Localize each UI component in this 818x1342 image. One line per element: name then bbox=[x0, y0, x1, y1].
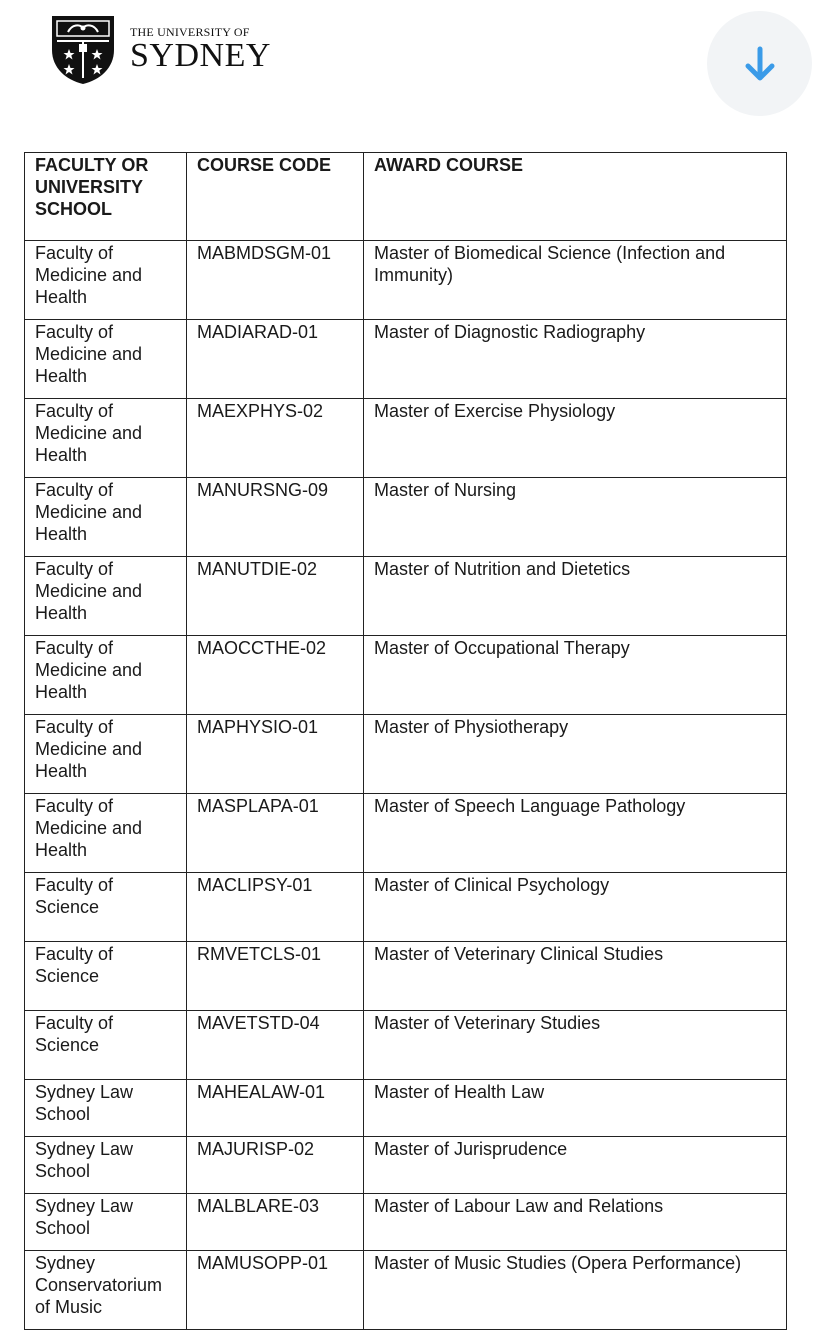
award-course-cell: Master of Clinical Psychology bbox=[364, 873, 787, 942]
award-course-cell: Master of Occupational Therapy bbox=[364, 636, 787, 715]
header-award-course: AWARD COURSE bbox=[364, 153, 787, 241]
faculty-cell: Faculty of Medicine and Health bbox=[25, 636, 187, 715]
logo-top-text: THE UNIVERSITY OF bbox=[130, 24, 250, 39]
table-row bbox=[25, 478, 787, 557]
award-course-cell: Master of Nursing bbox=[364, 478, 787, 557]
course-code-cell: MACLIPSY-01 bbox=[187, 873, 364, 942]
course-code-cell: MAPHYSIO-01 bbox=[187, 715, 364, 794]
table-row bbox=[25, 1137, 787, 1194]
award-course-cell: Master of Diagnostic Radiography bbox=[364, 320, 787, 399]
table-row bbox=[25, 942, 787, 1011]
logo-main-text: SYDNEY bbox=[130, 36, 271, 74]
table-row bbox=[25, 794, 787, 873]
table-row bbox=[25, 715, 787, 794]
faculty-cell: Faculty of Medicine and Health bbox=[25, 320, 187, 399]
table-row bbox=[25, 320, 787, 399]
course-code-cell: MAMUSOPP-01 bbox=[187, 1251, 364, 1330]
faculty-cell: Sydney Law School bbox=[25, 1080, 187, 1137]
award-course-cell: Master of Speech Language Pathology bbox=[364, 794, 787, 873]
award-course-cell: Master of Veterinary Clinical Studies bbox=[364, 942, 787, 1011]
header-faculty: FACULTY OR UNIVERSITY SCHOOL bbox=[25, 153, 187, 241]
course-code-cell: MANUTDIE-02 bbox=[187, 557, 364, 636]
header-course-code: COURSE CODE bbox=[187, 153, 364, 241]
award-course-cell: Master of Biomedical Science (Infection and Immunity) bbox=[364, 241, 787, 320]
course-code-cell: MAJURISP-02 bbox=[187, 1137, 364, 1194]
table-row bbox=[25, 1251, 787, 1330]
award-course-cell: Master of Physiotherapy bbox=[364, 715, 787, 794]
table-row bbox=[25, 399, 787, 478]
arrow-down-icon bbox=[743, 45, 777, 83]
faculty-cell: Faculty of Medicine and Health bbox=[25, 557, 187, 636]
course-code-cell: MAOCCTHE-02 bbox=[187, 636, 364, 715]
faculty-cell: Sydney Conservatorium of Music bbox=[25, 1251, 187, 1330]
faculty-cell: Faculty of Medicine and Health bbox=[25, 241, 187, 320]
faculty-cell: Sydney Law School bbox=[25, 1137, 187, 1194]
course-code-cell: MABMDSGM-01 bbox=[187, 241, 364, 320]
award-course-cell: Master of Exercise Physiology bbox=[364, 399, 787, 478]
download-button[interactable] bbox=[707, 11, 812, 116]
course-code-cell: MANURSNG-09 bbox=[187, 478, 364, 557]
award-course-cell: Master of Health Law bbox=[364, 1080, 787, 1137]
faculty-cell: Faculty of Medicine and Health bbox=[25, 794, 187, 873]
table-row bbox=[25, 241, 787, 320]
course-code-cell: MADIARAD-01 bbox=[187, 320, 364, 399]
award-course-cell: Master of Veterinary Studies bbox=[364, 1011, 787, 1080]
course-code-cell: MAVETSTD-04 bbox=[187, 1011, 364, 1080]
award-course-cell: Master of Jurisprudence bbox=[364, 1137, 787, 1194]
course-code-cell: MAHEALAW-01 bbox=[187, 1080, 364, 1137]
table-row bbox=[25, 1011, 787, 1080]
table-row bbox=[25, 873, 787, 942]
faculty-cell: Faculty of Medicine and Health bbox=[25, 399, 187, 478]
course-code-cell: MAEXPHYS-02 bbox=[187, 399, 364, 478]
table-row bbox=[25, 1194, 787, 1251]
table-header-row bbox=[25, 153, 787, 241]
faculty-cell: Faculty of Medicine and Health bbox=[25, 715, 187, 794]
table-row bbox=[25, 1080, 787, 1137]
table-row bbox=[25, 557, 787, 636]
faculty-cell: Faculty of Medicine and Health bbox=[25, 478, 187, 557]
award-course-cell: Master of Nutrition and Dietetics bbox=[364, 557, 787, 636]
table-row bbox=[25, 636, 787, 715]
faculty-cell: Faculty of Science bbox=[25, 873, 187, 942]
faculty-cell: Faculty of Science bbox=[25, 942, 187, 1011]
university-crest-icon bbox=[48, 12, 118, 86]
faculty-cell: Faculty of Science bbox=[25, 1011, 187, 1080]
course-code-cell: RMVETCLS-01 bbox=[187, 942, 364, 1011]
university-logo bbox=[48, 12, 271, 86]
award-course-cell: Master of Labour Law and Relations bbox=[364, 1194, 787, 1251]
course-code-cell: MALBLARE-03 bbox=[187, 1194, 364, 1251]
course-table bbox=[24, 152, 787, 1330]
faculty-cell: Sydney Law School bbox=[25, 1194, 187, 1251]
award-course-cell: Master of Music Studies (Opera Performance) bbox=[364, 1251, 787, 1330]
course-code-cell: MASPLAPA-01 bbox=[187, 794, 364, 873]
